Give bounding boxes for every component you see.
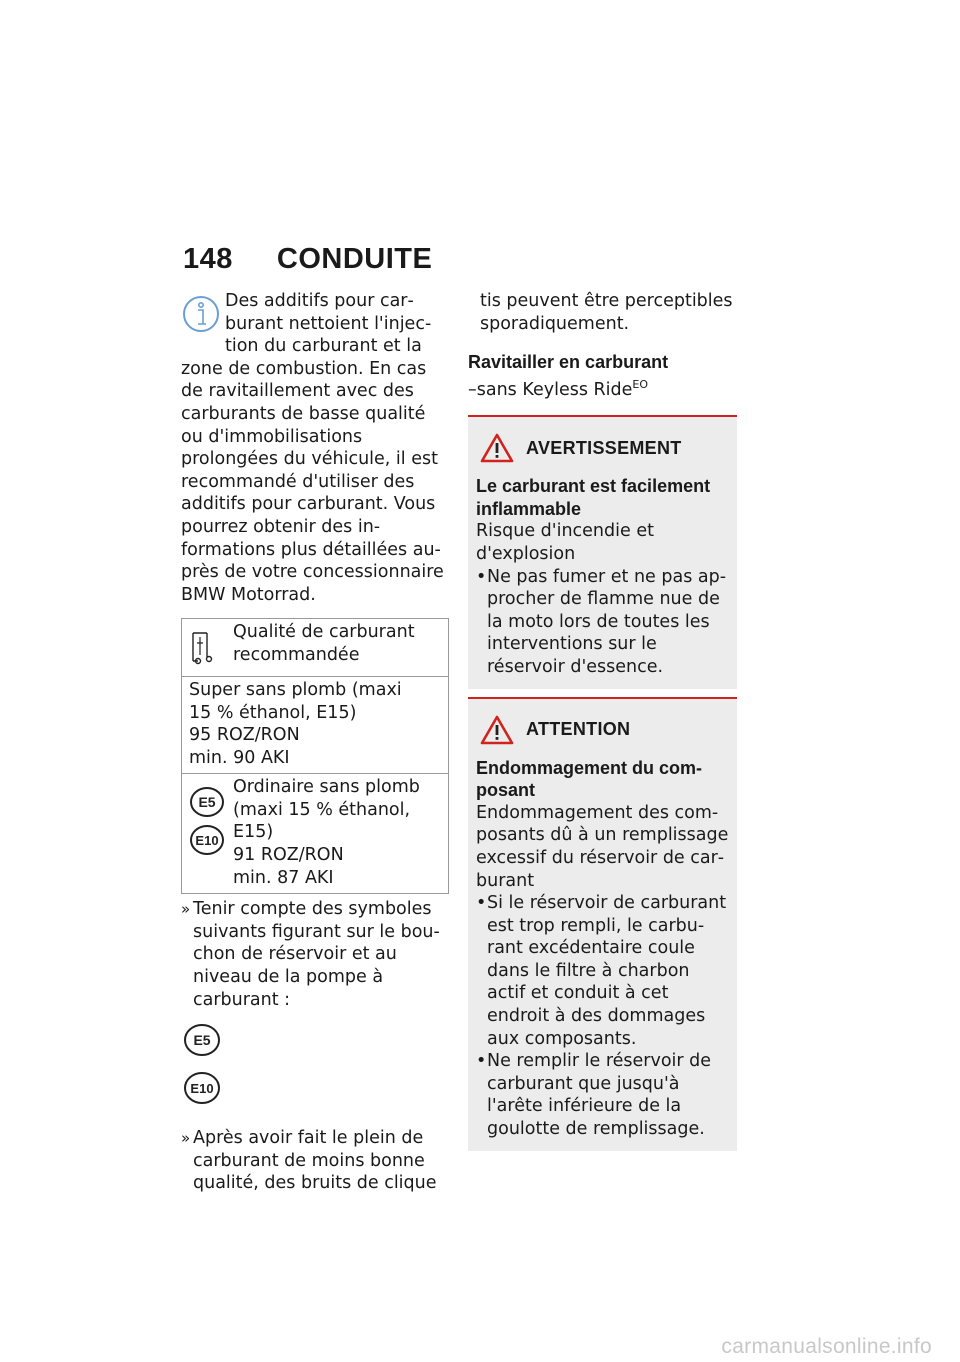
e5-badge-icon <box>189 786 225 818</box>
regular-line-2: (maxi 15 % éthanol, <box>233 799 411 820</box>
fuel-quality-table <box>181 618 449 894</box>
warning-triangle-icon <box>480 433 514 463</box>
section-subtitle: –sans Keyless Ride$^{EO}$ <box>468 377 649 400</box>
fuel-badges <box>189 776 233 889</box>
chapter-title: CONDUITE <box>276 243 433 275</box>
e10-symbol-icon <box>183 1071 221 1105</box>
svg-text:E10: E10 <box>195 833 219 849</box>
super-line-3: 95 ROZ/RON <box>189 725 300 746</box>
e5-symbol-icon <box>183 1023 221 1057</box>
warning-bullet: • Ne pas fumer et ne pas approcher de flamme nue de la moto lors de toutes les interventions sur le réservoir d'essence. <box>476 566 727 677</box>
step-marker: » <box>181 1129 191 1148</box>
warning-title: AVERTISSEMENT <box>526 437 682 458</box>
super-line-2: 15 % éthanol, E15) <box>189 702 357 723</box>
info-note <box>181 290 451 606</box>
super-line-1: Super sans plomb (maxi <box>189 679 402 700</box>
info-text: Des additifs pour carburant nettoient l'injection du carburant et la zone de combustion. En cas de ravitaillement avec des carburants de basse qualité ou d'immobilisations prolongées du véhicule, il est recommandé d'utiliser des additifs pour carburant. Vous pourrez obtenir des informations plus détaillées auprès de votre concessionnaire BMW Motorrad. <box>181 291 444 605</box>
svg-text:E5: E5 <box>193 1032 211 1049</box>
warning-box <box>468 415 737 688</box>
step-1-text: Tenir compte des symboles suivants figurant sur le bouchon de réservoir et au niveau de la pompe à carburant : <box>193 899 440 1010</box>
fuel-row-super <box>182 676 448 773</box>
e10-badge-icon <box>189 824 225 856</box>
regular-line-5: min. 87 AKI <box>233 867 334 888</box>
attention-triangle-icon <box>480 715 514 745</box>
attention-bullet-2: • Ne remplir le réservoir de carburant que jusqu'à l'arête inférieure de la goulotte de remplissage. <box>476 1051 712 1140</box>
page-number: 148 <box>183 243 233 275</box>
warning-heading: Le carburant est facilement inflammable <box>476 476 711 519</box>
fuel-table-header <box>182 619 448 676</box>
continuation-text: tis peuvent être perceptibles sporadiquement. <box>480 291 733 334</box>
attention-heading: Endommagement du composant <box>476 757 703 801</box>
step-1 <box>181 898 451 1011</box>
right-column <box>468 290 738 1151</box>
regular-line-4: 91 ROZ/RON <box>233 845 344 866</box>
section-title: Ravitailler en carburant <box>468 352 669 373</box>
fuel-table-head-text: Qualité de carburant recommandée <box>233 622 415 665</box>
warning-risk: Risque d'incendie et d'explosion <box>476 521 654 564</box>
page-header <box>183 243 432 276</box>
regular-line-3: E15) <box>233 822 274 843</box>
fuel-pump-icon <box>189 621 233 672</box>
step-2-text: Après avoir fait le plein de carburant de moins bonne qualité, des bruits de clique <box>193 1128 437 1194</box>
attention-box <box>468 697 737 1151</box>
svg-text:E5: E5 <box>198 794 216 811</box>
filler-cap-symbols <box>183 1023 451 1105</box>
attention-title: ATTENTION <box>526 719 631 740</box>
step-2 <box>181 1127 451 1195</box>
super-line-4: min. 90 AKI <box>189 747 290 768</box>
step-marker: » <box>181 900 191 919</box>
svg-text:E10: E10 <box>190 1081 214 1097</box>
watermark: carmanualsonline.info <box>721 1335 932 1358</box>
attention-bullet-1: • Si le réservoir de carburant est trop rempli, le carburant excédentaire coule dans le filtre à charbon actif et conduit à cet endroit à des dommages aux composants. <box>476 893 727 1049</box>
regular-line-1: Ordinaire sans plomb <box>233 777 420 798</box>
attention-risk: Endommagement des composants dû à un remplissage excessif du réservoir de carburant <box>476 802 729 891</box>
info-icon <box>181 294 225 340</box>
left-column <box>181 290 451 1195</box>
section-sup: EO <box>632 377 649 391</box>
fuel-row-regular <box>182 773 448 893</box>
